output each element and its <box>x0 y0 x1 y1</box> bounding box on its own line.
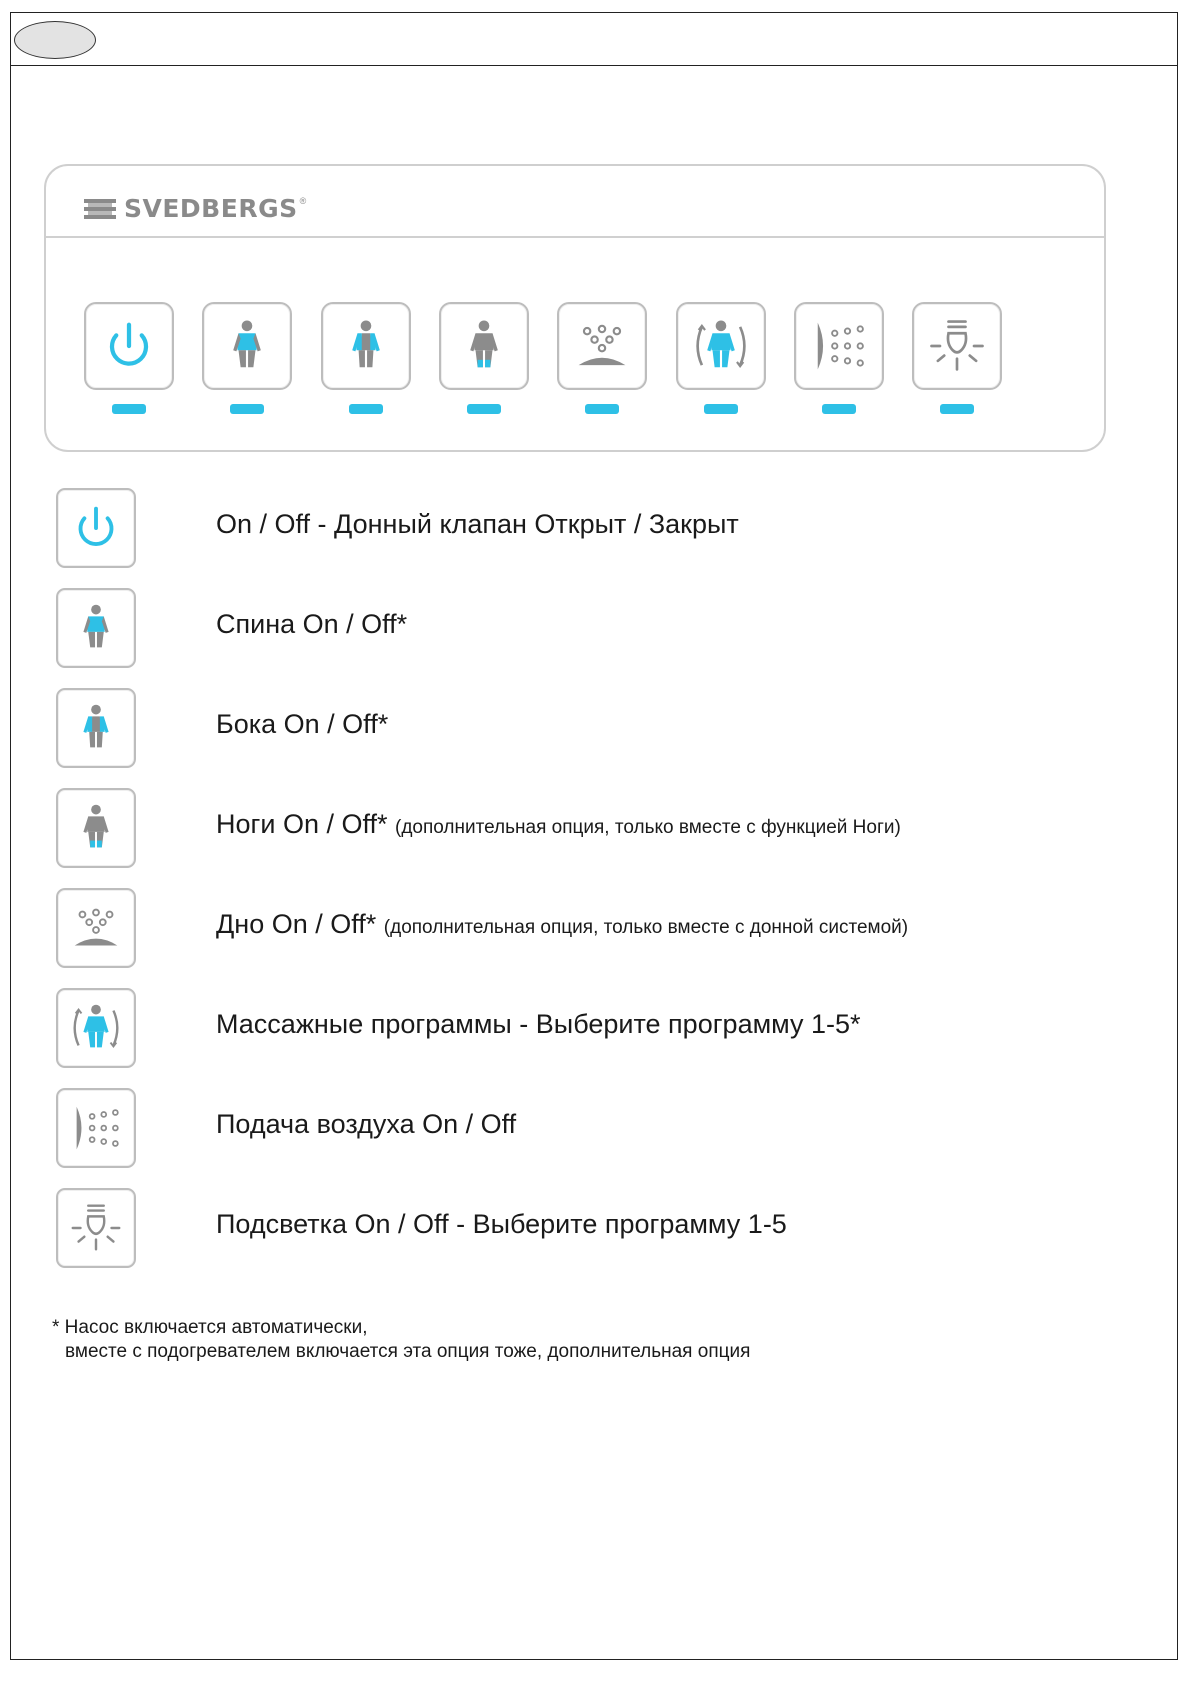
massage-programs-icon <box>65 997 127 1059</box>
page-header <box>11 13 1177 66</box>
footnote-line-1: * Насос включается автоматически, <box>52 1317 368 1338</box>
panel-button-massage-programs[interactable] <box>676 302 766 390</box>
legend-icon-legs-massage <box>56 788 136 868</box>
panel-button-bottom-jets[interactable] <box>557 302 647 390</box>
panel-button-power[interactable] <box>84 302 174 390</box>
legend-icon-air-supply <box>56 1088 136 1168</box>
footnote <box>52 1316 750 1364</box>
bottom-jets-icon <box>65 897 127 959</box>
legend-note: (дополнительная опция, только вместе с донной системой) <box>383 917 909 938</box>
legend-text <box>216 1008 861 1040</box>
legend-text <box>216 508 739 540</box>
status-led <box>230 404 264 414</box>
status-led <box>940 404 974 414</box>
legend-icon-side-massage <box>56 688 136 768</box>
panel-button-side-massage[interactable] <box>321 302 411 390</box>
panel-button-light[interactable] <box>912 302 1002 390</box>
legend-icon-massage-programs <box>56 988 136 1068</box>
bottom-jets-icon <box>568 312 636 380</box>
legend-label: Дно On / Off* <box>216 909 377 939</box>
legend-label: On / Off - Донный клапан Открыт / Закрыт <box>216 509 739 539</box>
legend-icon-back-massage <box>56 588 136 668</box>
side-massage-icon <box>65 697 127 759</box>
footnote-line-2: вместе с подогревателем включается эта опция тоже, дополнительная опция <box>65 1341 751 1362</box>
brand-name: SVEDBERGS <box>124 194 298 223</box>
panel-button-back-massage[interactable] <box>202 302 292 390</box>
back-massage-icon <box>65 597 127 659</box>
legend-label: Массажные программы - Выберите программу 1-5* <box>216 1009 861 1039</box>
legend-icon-bottom-jets <box>56 888 136 968</box>
massage-programs-icon <box>687 312 755 380</box>
status-led <box>822 404 856 414</box>
power-icon <box>95 312 163 380</box>
panel-divider <box>46 236 1104 238</box>
legend-label: Ноги On / Off* <box>216 809 388 839</box>
status-led <box>467 404 501 414</box>
legend-label: Спина On / Off* <box>216 609 408 639</box>
legend-icon-power <box>56 488 136 568</box>
legend-text <box>216 608 407 640</box>
legend-label: Подсветка On / Off - Выберите программу 1-5 <box>216 1209 787 1239</box>
legend-label: Бока On / Off* <box>216 709 389 739</box>
legend-text <box>216 908 908 944</box>
legend-note: (дополнительная опция, только вместе с функцией Ноги) <box>395 817 901 838</box>
legend-label: Подача воздуха On / Off <box>216 1109 517 1139</box>
back-massage-icon <box>213 312 281 380</box>
power-icon <box>65 497 127 559</box>
status-led <box>704 404 738 414</box>
legend-text <box>216 708 388 740</box>
page-number-oval <box>14 21 96 59</box>
control-panel <box>44 164 1106 452</box>
air-supply-icon <box>805 312 873 380</box>
panel-button-legs-massage[interactable] <box>439 302 529 390</box>
status-led <box>585 404 619 414</box>
legend-text <box>216 1108 516 1140</box>
light-icon <box>65 1197 127 1259</box>
light-icon <box>923 312 991 380</box>
air-supply-icon <box>65 1097 127 1159</box>
brand-registered-mark: ® <box>299 196 307 206</box>
legend-text <box>216 808 901 844</box>
legs-massage-icon <box>65 797 127 859</box>
status-led <box>112 404 146 414</box>
legend-icon-light <box>56 1188 136 1268</box>
brand-logo <box>84 196 306 221</box>
status-led <box>349 404 383 414</box>
side-massage-icon <box>332 312 400 380</box>
legs-massage-icon <box>450 312 518 380</box>
panel-button-air-supply[interactable] <box>794 302 884 390</box>
brand-mark-icon <box>84 199 116 219</box>
legend-text <box>216 1208 787 1240</box>
